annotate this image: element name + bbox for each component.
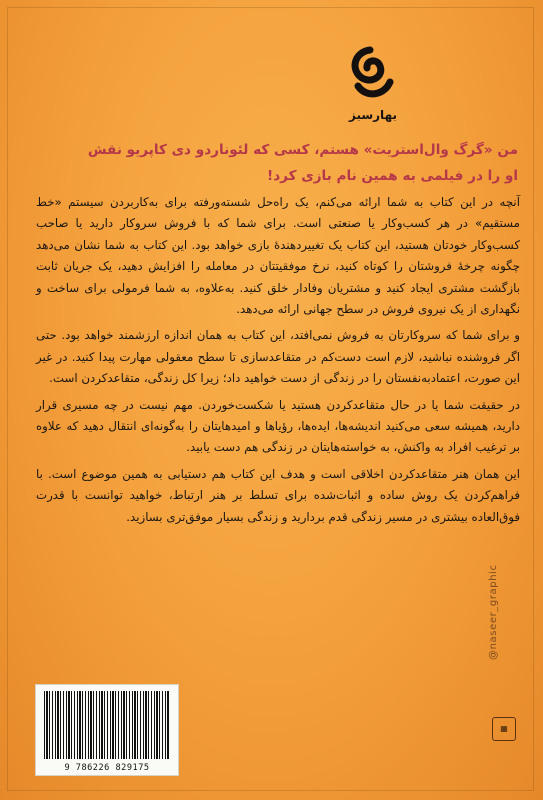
- blurb-paragraph: آنچه در این کتاب به شما ارائه می‌کنم، یک راه‌حل شسته‌ورفته برای به‌کاربردن سیستم «خط مستقیم» در هر کسب‌وکار یا صنعتی است. برای شما که با فروش سروکار دارید یا صاحب کسب‌وکار خودتان هستید، این کتاب یک تغییردهندهٔ بازی خواهد بود. این کتاب به شما نشان می‌دهد چگونه چرخهٔ فروشتان را کوتاه کنید، نرخ موفقیتتان در معامله را افزایش دهید، یک جریان ثابت بازگشت مشتری ایجاد کنید و مشتریان وفادار خلق کنید. به‌علاوه، به شما فرمولی برای ساخت و نگهداری از یک نیروی فروش در سطح جهانی ارائه می‌دهد.: [36, 195, 520, 317]
- publisher-name: بهارسبز: [348, 108, 397, 122]
- barcode-bars: [44, 691, 170, 759]
- blurb-paragraph: و برای شما که سروکارتان به فروش نمی‌افتد، این کتاب به همان اندازه ارزشمند خواهد بود. حتی اگر فروشنده نباشید، لازم است دست‌کم در متقاعدسازی تا سطح معقولی مهارت پیدا کنید. در غیر این صورت، اعتمادبه‌نفستان را در زندگی از دست خواهید داد؛ زیرا کل زندگی، متقاعدکردن است.: [36, 328, 520, 386]
- blurb-text: [36, 192, 520, 528]
- isbn-number: 9 786226 829175: [64, 763, 150, 773]
- blurb-paragraph: این همان هنر متقاعدکردن اخلاقی است و هدف این کتاب هم دستیابی به همین موضوع است. با فراهم‌کردن یک روش ساده و اثبات‌شده برای تسلط بر هنر ارتباط، خواهید توانست با قدرت فوق‌العاده بیشتری در مسیر زندگی قدم بردارید و زندگی بسیار موفق‌تری بسازید.: [36, 466, 520, 524]
- designer-credit: @naseer_graphic: [488, 564, 499, 660]
- isbn-barcode: [35, 684, 179, 776]
- leaf-swirl-logo-icon: [340, 40, 400, 110]
- headline-quote: [48, 137, 518, 189]
- designer-mark-icon: ▦: [492, 717, 516, 741]
- quote-line-2: او را در فیلمی به همین نام بازی کرد!: [267, 168, 518, 184]
- quote-line-1: من «گرگ وال‌استریت» هستم، کسی که لئوناردو دی کاپریو نقش: [87, 142, 518, 158]
- blurb-paragraph: در حقیقت شما یا در حال متقاعدکردن هستید یا شکست‌خوردن. مهم نیست در چه مسیری قرار دارید، همیشه سعی می‌کنید اندیشه‌ها، ایده‌ها، رؤیاها و امیدهایتان را به‌گونه‌ای انتقال دهید که علاوه بر ترغیب افراد به واکنش، به خواسته‌هایتان در زندگی هم دست یابید.: [36, 397, 520, 455]
